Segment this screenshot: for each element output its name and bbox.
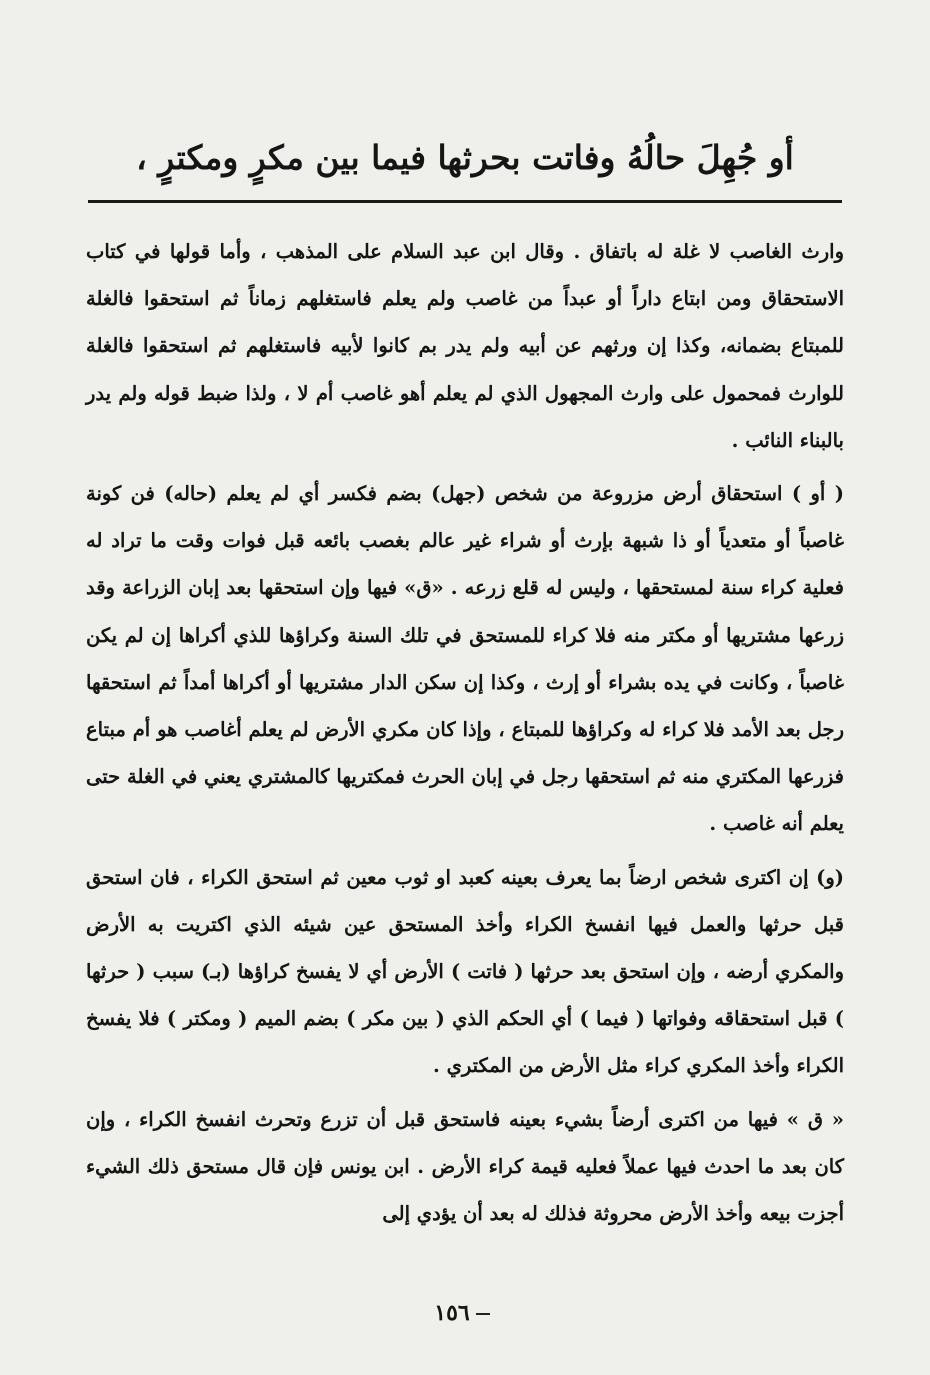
paragraph-3: (و) إن اكترى شخص ارضاً بما يعرف بعينه كعبد او ثوب معين ثم استحق الكراء ، فان استحق قبل حرثها والعمل فيها انفسخ الكراء وأخذ المستحق عين شيئه الذي اكتريت به الأرض والمكري أرضه ، وإن استحق بعد حرثها ( فاتت ) الأرض أي لا يفسخ كراؤها (بـ) سبب ( حرثها ) قبل استحقاقه وفواتها ( فيما ) أي الحكم الذي ( بين مكر ) بضم الميم ( ومكتر ) فلا يفسخ الكراء وأخذ المكري كراء مثل الأرض من المكتري . [86,865,844,1078]
commentary-body [86,228,844,1237]
paragraph-1: وارث الغاصب لا غلة له باتفاق . وقال ابن عبد السلام على المذهب ، وأما قولها في كتاب الاستحقاق ومن ابتاع داراً أو عبداً من غاصب ولم يعلم فاستغلهم زماناً ثم استحقوا فالغلة للمبتاع بضمانه، وكذا إن ورثهم عن أبيه ولم يدر بم كانوا لأبيه فاستغلهم ثم استحقوا فالغلة للوارث فمحمول على وارث المجهول الذي لم يعلم أهو غاصب أم لا ، ولذا ضبط قوله ولم يدر بالبناء النائب . [86,240,844,452]
page-number-block [0,1300,930,1326]
matn-heading: أو جُهِلَ حالُهُ وفاتت بحرثها فيما بين مكرٍ ومكترٍ ، [136,138,794,177]
paragraph-2: ( أو ) استحقاق أرض مزروعة من شخص (جهل) بضم فكسر أي لم يعلم (حاله) فن كونة غاصباً أو متعدياً أو ذا شبهة بإرث أو شراء غير عالم بغصب بائعه قبل فوات وقت ما تراد له فعلية كراء سنة لمستحقها ، وليس له قلع زرعه . «ق» فيها وإن استحقها بعد إبان الزراعة وقد زرعها مشتريها أو مكتر منه فلا كراء للمستحق في تلك السنة وكراؤها للذي أكراها إن لم يكن غاصباً ، وكانت في يده بشراء أو إرث ، وكذا إن سكن الدار مشتريها أو أكراها أمداً ثم استحقها رجل بعد الأمد فلا كراء له وكراؤها للمبتاع ، وإذا كان مكري الأرض لم يعلم أغاصب هو أم مبتاع فزرعها المكتري منه ثم استحقها رجل في إبان الحرث فمكتريها كالمشتري يعني في الغلة حتى يعلم أنه غاصب . [86,482,844,836]
heading-divider [88,200,842,203]
paragraph-4: « ق » فيها من اكترى أرضاً بشيء بعينه فاستحق قبل أن تزرع وتحرث انفسخ الكراء ، وإن كان بعد ما احدث فيها عملاً فعليه قيمة كراء الأرض . ابن يونس فإن قال مستحق ذلك الشيء أجزت بيعه وأخذ الأرض محروثة فذلك له بعد أن يؤدي إلى [86,1107,844,1226]
page-number-dash [476,1313,490,1315]
page-number: ١٥٦ [434,1300,470,1326]
